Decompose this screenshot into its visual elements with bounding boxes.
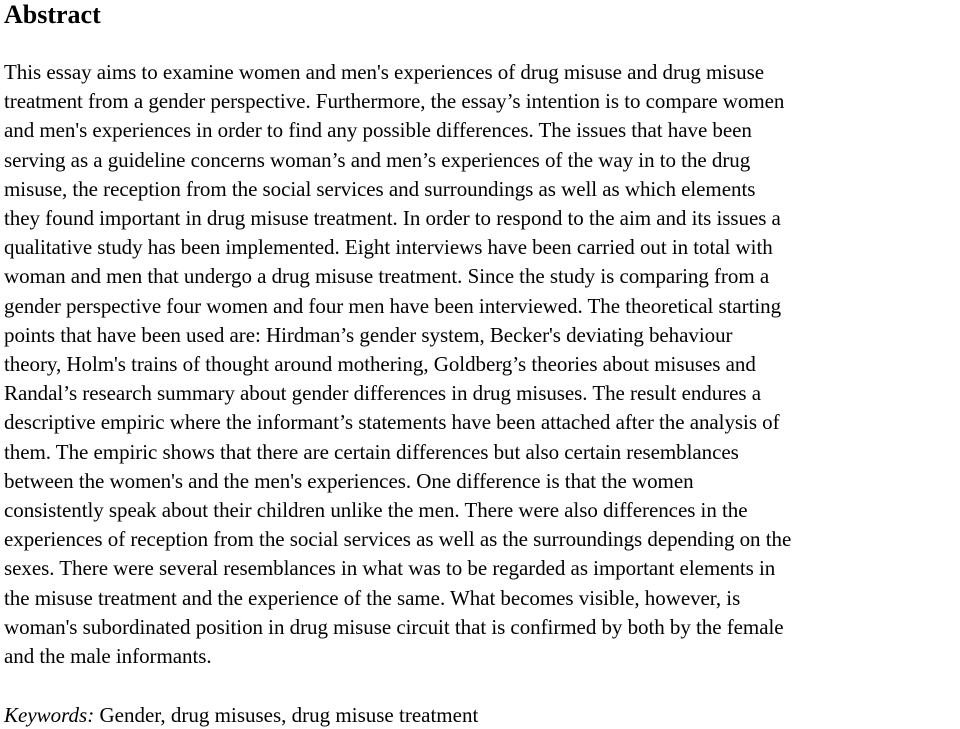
abstract-line: theory, Holm's trains of thought around mothering, Goldberg’s theories about misuses and — [4, 352, 756, 377]
abstract-line: and men's experiences in order to find any possible differences. The issues that have been — [4, 118, 752, 143]
keywords-line — [4, 701, 478, 729]
abstract-paragraph — [4, 58, 960, 671]
abstract-line: and the male informants. — [4, 644, 212, 669]
abstract-line: consistently speak about their children unlike the men. There were also differences in the — [4, 498, 748, 523]
abstract-line: them. The empiric shows that there are certain differences but also certain resemblances — [4, 439, 739, 464]
abstract-line: experiences of reception from the social services as well as the surroundings depending on the — [4, 527, 792, 552]
abstract-line: sexes. There were several resemblances in what was to be regarded as important elements in — [4, 556, 776, 581]
abstract-heading: Abstract — [4, 0, 101, 29]
abstract-line: gender perspective four women and four men have been interviewed. The theoretical starting — [4, 293, 782, 318]
abstract-line: serving as a guideline concerns woman’s and men’s experiences of the way in to the drug — [4, 147, 751, 172]
abstract-line: points that have been used are: Hirdman’s gender system, Becker's deviating behaviour — [4, 322, 733, 347]
abstract-line: the misuse treatment and the experience of the same. What becomes visible, however, is — [4, 585, 741, 610]
abstract-line: Randal’s research summary about gender differences in drug misuses. The result endures a — [4, 381, 762, 406]
keywords-label: Keywords: — [4, 703, 95, 727]
abstract-line: between the women's and the men's experiences. One difference is that the women — [4, 468, 694, 493]
keywords-value: Gender, drug misuses, drug misuse treatment — [99, 703, 479, 727]
abstract-line: woman's subordinated position in drug misuse circuit that is confirmed by both by the female — [4, 614, 784, 639]
abstract-line: qualitative study has been implemented. Eight interviews have been carried out in total with — [4, 235, 773, 260]
abstract-line: they found important in drug misuse treatment. In order to respond to the aim and its issues a — [4, 206, 781, 231]
abstract-line: woman and men that undergo a drug misuse treatment. Since the study is comparing from a — [4, 264, 770, 289]
abstract-line: descriptive empiric where the informant’s statements have been attached after the analysis of — [4, 410, 780, 435]
abstract-line: misuse, the reception from the social services and surroundings as well as which elements — [4, 176, 756, 201]
abstract-line: treatment from a gender perspective. Furthermore, the essay’s intention is to compare women — [4, 89, 785, 114]
abstract-line: This essay aims to examine women and men's experiences of drug misuse and drug misuse — [4, 60, 765, 84]
